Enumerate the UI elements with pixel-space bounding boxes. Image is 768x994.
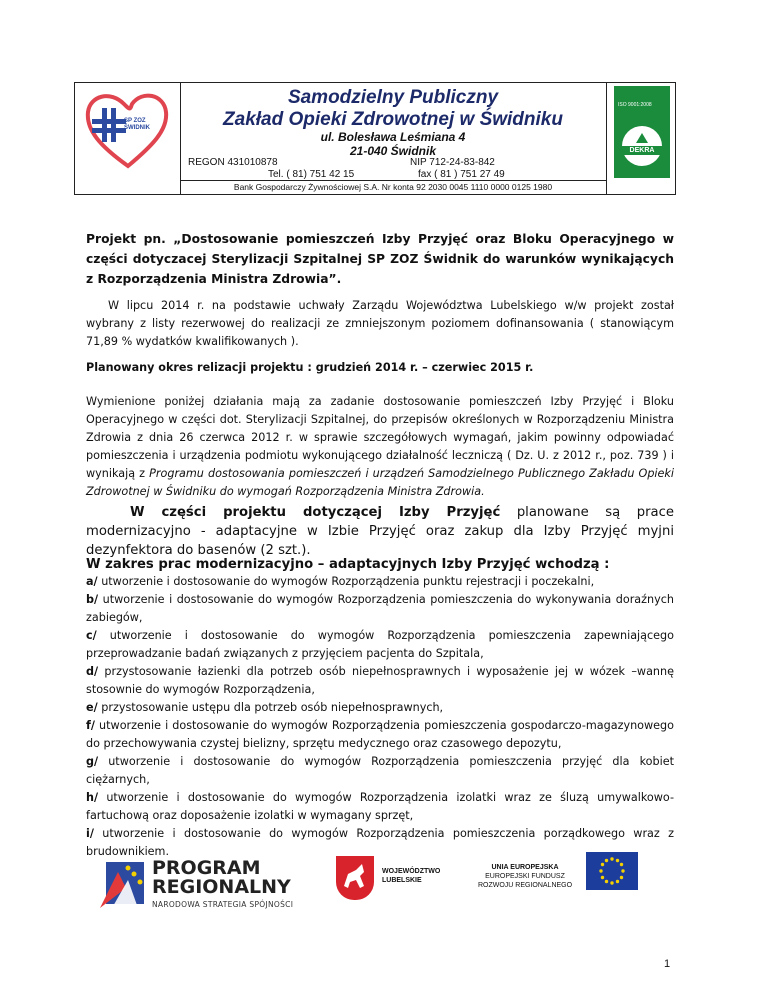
list-item-text: utworzenie i dostosowanie do wymogów Rozporządzenia pomieszczenia do wykonywania doraźnych zabiegów, — [86, 593, 674, 624]
dekra-seal — [622, 126, 662, 166]
list-item-text: utworzenie i dostosowanie do wymogów Rozporządzenia izolatki wraz ze śluzą umywalkowo-fartuchową oraz doposażenie izolatki w wymagany sprzęt, — [86, 791, 674, 822]
dekra-brand: DEKRA — [622, 146, 662, 155]
section-intro-bold: W części projektu dotyczącej Izby Przyjęć — [130, 505, 501, 520]
list-item-label: g/ — [86, 755, 99, 768]
program-subtitle: NARODOWA STRATEGIA SPÓJNOŚCI — [152, 900, 294, 909]
page-number: 1 — [664, 958, 671, 970]
section-intro-rest: planowane są prace modernizacyjno - adaptacyjne w Izbie Przyjęć oraz zakup dla Izby Przyjęć myjni dezynfektora do basenów (2 szt.). — [86, 505, 674, 558]
institution-name-line1: Samodzielny Publiczny — [287, 87, 499, 108]
list-item-text: utworzenie i dostosowanie do wymogów Rozporządzenia pomieszczenia gospodarczo-magazynowego do przechowywania czystej bielizny, sprzętu medycznego oraz czasowego depozytu, — [86, 719, 674, 750]
list-item — [86, 699, 674, 717]
program-title-line2: REGIONALNY — [152, 876, 291, 898]
list-item-label: c/ — [86, 629, 97, 642]
eu-label-line2: EUROPEJSKI FUNDUSZ — [485, 873, 565, 880]
bank-account: Bank Gospodarczy Żywnościowej S.A. Nr konta 92 2030 0045 1110 0000 0125 1980 — [233, 182, 553, 192]
section-intro — [86, 503, 674, 560]
list-item-text: utworzenie i dostosowanie do wymogów Rozporządzenia punktu rejestracji i poczekalni, — [97, 575, 595, 588]
lubelskie-coat-of-arms — [336, 856, 374, 900]
list-item-label: b/ — [86, 593, 99, 606]
list-item-label: a/ — [86, 575, 98, 588]
eu-flag-icon — [586, 852, 638, 890]
list-item — [86, 573, 674, 591]
paragraph-purpose-text: Wymienione poniżej działania mają za zadanie dostosowanie pomieszczeń Izby Przyjęć i Bloku Operacyjnego w części dot. Sterylizacji Szpitalnej, do przepisów określonych w Rozporządzeniu Ministra Zdrowia z dnia 26 czerwca 2012 r. w sprawie szczegółowych wymagań, jakim powinny odpowiadać pomieszczenia i urządzenia podmiotu wykonującego działalność leczniczą ( Dz. U. z 2012 r., poz. 739 ) i wynikają z — [86, 395, 674, 480]
list-item-text: utworzenie i dostosowanie do wymogów Rozporządzenia pomieszczenia zapewniającego przeprowadzanie badań związanych z przyjęciem pacjenta do Szpitala, — [86, 629, 674, 660]
list-item-label: f/ — [86, 719, 95, 732]
logo-text: SP ZOZ ŚWIDNIK — [124, 118, 150, 131]
program-regionalny-emblem — [98, 858, 148, 912]
triangle-icon — [636, 133, 648, 143]
project-title: Projekt pn. „Dostosowanie pomieszczeń Izby Przyjęć oraz Bloku Operacyjnego w części dotyczacej Sterylizacji Szpitalnej SP ZOZ Świdnik do warunków wynikających z Rozporządzenia Ministra Zdrowia”. — [86, 232, 674, 286]
paragraph-purpose-italic: Programu dostosowania pomieszczeń i urządzeń Samodzielnego Publicznego Zakładu Opieki Zdrowotnej w Świdniku do wymogań Rozporządzenia Ministra Zdrowia. — [86, 467, 674, 498]
list-item-text: utworzenie i dostosowanie do wymogów Rozporządzenia pomieszczenia porządkowego wraz z brudownikiem. — [86, 827, 674, 858]
list-item — [86, 627, 674, 663]
list-item-label: h/ — [86, 791, 99, 804]
scope-heading: W zakres prac modernizacyjno – adaptacyjnych Izby Przyjęć wchodzą : — [86, 557, 610, 572]
list-item-label: e/ — [86, 701, 98, 714]
address-city: 21-040 Świdnik — [349, 144, 437, 158]
phone: Tel. ( 81) 751 42 15 — [268, 169, 355, 180]
list-item-text: przystosowanie ustępu dla potrzeb osób niepełnosprawnych, — [97, 701, 444, 714]
list-item — [86, 591, 674, 627]
letterhead-divider — [606, 82, 607, 195]
spzoz-logo — [80, 86, 176, 174]
list-item-text: przystosowanie łazienki dla potrzeb osób niepełnosprawnych i wyposażenie jej w wózek –wannę stosownie do wymogów Rozporządzenia, — [86, 665, 674, 696]
eu-label-line1: UNIA EUROPEJSKA — [491, 864, 559, 871]
list-item — [86, 663, 674, 699]
dekra-certificate-logo — [614, 86, 670, 178]
nip: NIP 712-24-83-842 — [410, 157, 495, 168]
voivodeship-name-line2: LUBELSKIE — [382, 877, 422, 884]
institution-name-line2: Zakład Opieki Zdrowotnej w Świdniku — [223, 109, 563, 130]
certificate-standard: ISO 9001:2008 — [618, 102, 652, 108]
address-street: ul. Bolesława Leśmiana 4 — [320, 130, 466, 144]
list-item-label: i/ — [86, 827, 94, 840]
list-item — [86, 789, 674, 825]
voivodeship-name-line1: WOJEWÓDZTWO — [382, 868, 441, 875]
list-item-label: d/ — [86, 665, 99, 678]
letterhead-divider — [180, 180, 606, 181]
fax: fax ( 81 ) 751 27 49 — [418, 169, 505, 180]
paragraph-funding: W lipcu 2014 r. na podstawie uchwały Zarządu Województwa Lubelskiego w/w projekt został wybrany z listy rezerwowej do realizacji ze zmniejszonym poziomem dofinansowania ( stanowiącym 71,89 % wydatków kwalifikowanych ). — [86, 299, 674, 348]
paragraph-purpose — [86, 393, 674, 501]
list-item — [86, 717, 674, 753]
project-period: Planowany okres relizacji projektu : grudzień 2014 r. – czerwiec 2015 r. — [86, 361, 534, 374]
program-title-line1: PROGRAM — [152, 857, 261, 879]
list-item-text: utworzenie i dostosowanie do wymogów Rozporządzenia pomieszczenia przyjęć dla kobiet ciężarnych, — [86, 755, 674, 786]
regon: REGON 431010878 — [188, 157, 278, 168]
eu-label-line3: ROZWOJU REGIONALNEGO — [477, 882, 573, 889]
list-item — [86, 753, 674, 789]
